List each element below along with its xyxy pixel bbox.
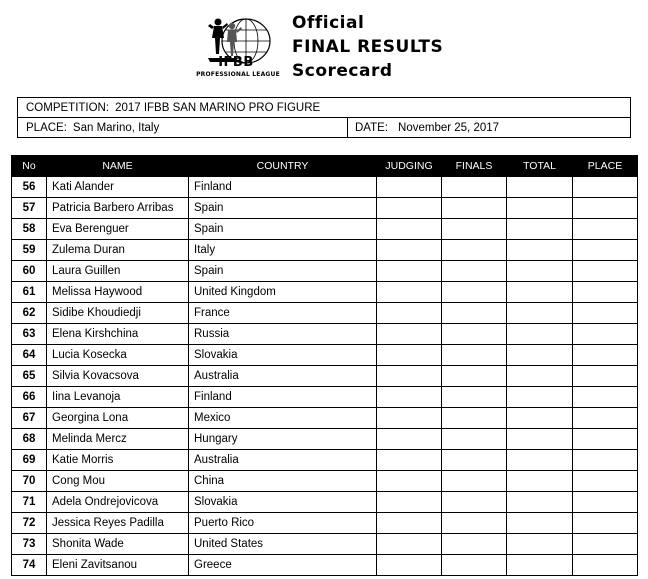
competitor-number: 74 xyxy=(12,555,47,576)
total-cell xyxy=(507,345,573,366)
judging-cell xyxy=(377,471,442,492)
total-cell xyxy=(507,219,573,240)
competitor-country: Spain xyxy=(189,198,377,219)
table-row xyxy=(12,198,638,219)
judging-cell xyxy=(377,555,442,576)
finals-cell xyxy=(442,282,507,303)
table-row xyxy=(12,471,638,492)
place-date-row xyxy=(18,118,630,138)
competitor-number: 64 xyxy=(12,345,47,366)
place-cell-score xyxy=(573,303,638,324)
finals-cell xyxy=(442,450,507,471)
place-cell-score xyxy=(573,450,638,471)
competitor-number: 62 xyxy=(12,303,47,324)
table-row xyxy=(12,450,638,471)
finals-cell xyxy=(442,177,507,198)
total-cell xyxy=(507,408,573,429)
scorecard-table xyxy=(11,155,638,576)
competitor-number: 67 xyxy=(12,408,47,429)
table-row xyxy=(12,429,638,450)
judging-cell xyxy=(377,240,442,261)
place-cell-score xyxy=(573,219,638,240)
competitor-name: Sidibe Khoudiedji xyxy=(47,303,189,324)
total-cell xyxy=(507,492,573,513)
competitor-number: 57 xyxy=(12,198,47,219)
place-cell-score xyxy=(573,345,638,366)
date-value: November 25, 2017 xyxy=(398,122,500,134)
logo-subtext: PROFESSIONAL LEAGUE xyxy=(196,71,280,78)
competitor-country: Hungary xyxy=(189,429,377,450)
competitor-country: Greece xyxy=(189,555,377,576)
competitor-country: Mexico xyxy=(189,408,377,429)
competitor-country: United Kingdom xyxy=(189,282,377,303)
competitor-country: United States xyxy=(189,534,377,555)
competitor-country: Puerto Rico xyxy=(189,513,377,534)
table-row xyxy=(12,282,638,303)
competitor-country: Russia xyxy=(189,324,377,345)
competitor-name: Katie Morris xyxy=(47,450,189,471)
competitor-name: Shonita Wade xyxy=(47,534,189,555)
total-cell xyxy=(507,240,573,261)
place-cell-score xyxy=(573,513,638,534)
finals-cell xyxy=(442,513,507,534)
total-cell xyxy=(507,513,573,534)
competition-label: COMPETITION: xyxy=(26,102,110,114)
competitor-name: Adela Ondrejovicova xyxy=(47,492,189,513)
competitor-number: 69 xyxy=(12,450,47,471)
competitor-number: 72 xyxy=(12,513,47,534)
judging-cell xyxy=(377,408,442,429)
judging-cell xyxy=(377,345,442,366)
place-cell-score xyxy=(573,387,638,408)
competitor-name: Iina Levanoja xyxy=(47,387,189,408)
finals-cell xyxy=(442,345,507,366)
judging-cell xyxy=(377,303,442,324)
competitor-name: Lucia Kosecka xyxy=(47,345,189,366)
judging-cell xyxy=(377,261,442,282)
table-row xyxy=(12,219,638,240)
place-value: San Marino, Italy xyxy=(72,122,160,134)
competitor-name: Cong Mou xyxy=(47,471,189,492)
finals-cell xyxy=(442,555,507,576)
place-cell-score xyxy=(573,198,638,219)
competitor-number: 65 xyxy=(12,366,47,387)
competitor-number: 61 xyxy=(12,282,47,303)
place-cell-score xyxy=(573,429,638,450)
competitor-country: Australia xyxy=(189,366,377,387)
finals-cell xyxy=(442,429,507,450)
place-cell-score xyxy=(573,261,638,282)
total-cell xyxy=(507,324,573,345)
judging-cell xyxy=(377,534,442,555)
judging-cell xyxy=(377,450,442,471)
table-header-row xyxy=(12,156,638,177)
finals-cell xyxy=(442,492,507,513)
competitor-number: 59 xyxy=(12,240,47,261)
judging-cell xyxy=(377,198,442,219)
competitor-number: 73 xyxy=(12,534,47,555)
finals-cell xyxy=(442,408,507,429)
competitor-number: 60 xyxy=(12,261,47,282)
table-row xyxy=(12,240,638,261)
total-cell xyxy=(507,366,573,387)
table-row xyxy=(12,555,638,576)
finals-cell xyxy=(442,240,507,261)
place-cell-score xyxy=(573,240,638,261)
competitor-name: Laura Guillen xyxy=(47,261,189,282)
competitor-number: 66 xyxy=(12,387,47,408)
table-row xyxy=(12,513,638,534)
competition-info-box xyxy=(17,97,631,138)
total-cell xyxy=(507,450,573,471)
place-cell-score xyxy=(573,555,638,576)
place-cell-score xyxy=(573,534,638,555)
judging-cell xyxy=(377,282,442,303)
total-cell xyxy=(507,429,573,450)
table-row xyxy=(12,345,638,366)
competitor-country: China xyxy=(189,471,377,492)
header-no: No xyxy=(12,156,47,177)
place-label: PLACE: xyxy=(26,122,67,134)
competitor-name: Melinda Mercz xyxy=(47,429,189,450)
header-country: COUNTRY xyxy=(189,156,377,177)
total-cell xyxy=(507,282,573,303)
competitor-country: Australia xyxy=(189,450,377,471)
date-label: DATE: xyxy=(355,122,389,134)
competitor-name: Silvia Kovacsova xyxy=(47,366,189,387)
place-cell-score xyxy=(573,324,638,345)
finals-cell xyxy=(442,471,507,492)
total-cell xyxy=(507,387,573,408)
place-cell-score xyxy=(573,408,638,429)
finals-cell xyxy=(442,324,507,345)
total-cell xyxy=(507,471,573,492)
competitor-name: Elena Kirshchina xyxy=(47,324,189,345)
finals-cell xyxy=(442,366,507,387)
total-cell xyxy=(507,261,573,282)
header-name: NAME xyxy=(47,156,189,177)
header-judging: JUDGING xyxy=(377,156,442,177)
total-cell xyxy=(507,303,573,324)
judging-cell xyxy=(377,429,442,450)
place-cell-score xyxy=(573,471,638,492)
finals-cell xyxy=(442,219,507,240)
place-cell-score xyxy=(573,282,638,303)
place-cell-score xyxy=(573,492,638,513)
judging-cell xyxy=(377,177,442,198)
judging-cell xyxy=(377,387,442,408)
competitor-country: France xyxy=(189,303,377,324)
table-row xyxy=(12,261,638,282)
table-row xyxy=(12,303,638,324)
competitor-number: 68 xyxy=(12,429,47,450)
table-row xyxy=(12,366,638,387)
title-scorecard: Scorecard xyxy=(292,61,393,81)
competition-value: 2017 IFBB SAN MARINO PRO FIGURE xyxy=(115,102,321,114)
judging-cell xyxy=(377,324,442,345)
finals-cell xyxy=(442,387,507,408)
total-cell xyxy=(507,177,573,198)
place-cell-score xyxy=(573,177,638,198)
competitor-number: 70 xyxy=(12,471,47,492)
competitor-country: Finland xyxy=(189,177,377,198)
table-row xyxy=(12,408,638,429)
competitor-number: 63 xyxy=(12,324,47,345)
competitor-country: Slovakia xyxy=(189,492,377,513)
finals-cell xyxy=(442,198,507,219)
competitor-name: Eleni Zavitsanou xyxy=(47,555,189,576)
date-cell xyxy=(347,118,630,138)
judging-cell xyxy=(377,366,442,387)
finals-cell xyxy=(442,261,507,282)
competitor-name: Zulema Duran xyxy=(47,240,189,261)
header-finals: FINALS xyxy=(442,156,507,177)
competitor-name: Georgina Lona xyxy=(47,408,189,429)
table-row xyxy=(12,324,638,345)
place-cell xyxy=(18,118,347,138)
table-row xyxy=(12,177,638,198)
table-row xyxy=(12,534,638,555)
total-cell xyxy=(507,555,573,576)
place-cell-score xyxy=(573,366,638,387)
competitor-country: Spain xyxy=(189,219,377,240)
finals-cell xyxy=(442,534,507,555)
competitor-name: Eva Berenguer xyxy=(47,219,189,240)
competitor-number: 71 xyxy=(12,492,47,513)
judging-cell xyxy=(377,219,442,240)
scorecard-header xyxy=(0,0,648,92)
competitor-country: Italy xyxy=(189,240,377,261)
logo-text: IFBB xyxy=(218,55,254,70)
competitor-name: Melissa Haywood xyxy=(47,282,189,303)
total-cell xyxy=(507,198,573,219)
total-cell xyxy=(507,534,573,555)
competitor-country: Spain xyxy=(189,261,377,282)
competitor-country: Finland xyxy=(189,387,377,408)
competitor-name: Kati Alander xyxy=(47,177,189,198)
competitor-name: Patricia Barbero Arribas xyxy=(47,198,189,219)
competitor-number: 58 xyxy=(12,219,47,240)
table-row xyxy=(12,492,638,513)
competitor-name: Jessica Reyes Padilla xyxy=(47,513,189,534)
title-official: Official xyxy=(292,13,365,33)
competitor-country: Slovakia xyxy=(189,345,377,366)
table-row xyxy=(12,387,638,408)
header-place: PLACE xyxy=(573,156,638,177)
competition-row xyxy=(18,98,630,118)
title-final-results: FINAL RESULTS xyxy=(292,37,444,57)
judging-cell xyxy=(377,513,442,534)
judging-cell xyxy=(377,492,442,513)
finals-cell xyxy=(442,303,507,324)
competitor-number: 56 xyxy=(12,177,47,198)
header-total: TOTAL xyxy=(507,156,573,177)
